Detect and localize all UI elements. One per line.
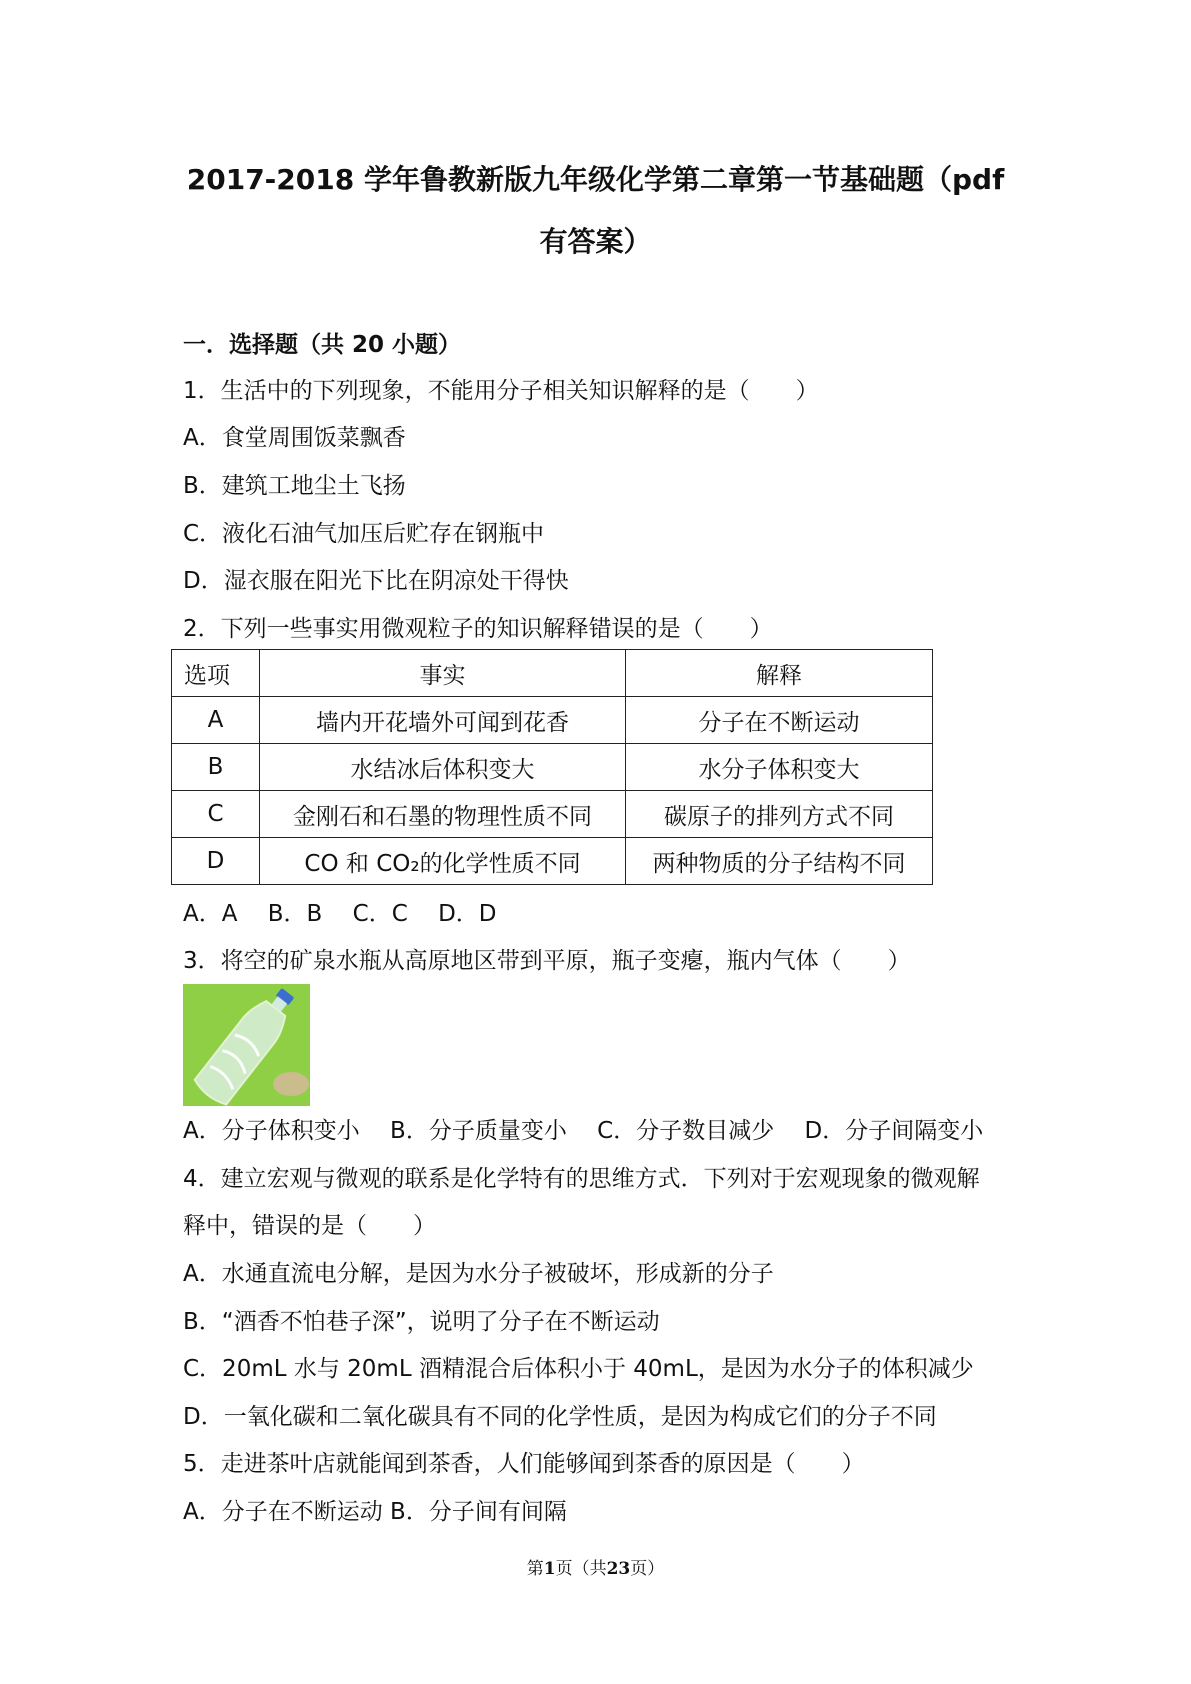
- table-cell: CO 和 CO₂的化学性质不同: [260, 838, 626, 885]
- plastic-bottle-icon: [183, 984, 310, 1106]
- q5-stem: 5．走进茶叶店就能闻到茶香，人们能够闻到茶香的原因是（ ）: [183, 1451, 865, 1477]
- footer-total-pages: 23: [606, 1559, 631, 1579]
- document-title-line1: 2017-2018 学年鲁教新版九年级化学第二章第一节基础题（pdf: [186, 163, 1005, 196]
- table-cell: D: [172, 838, 260, 885]
- q4-option-b: B．“酒香不怕巷子深”，说明了分子在不断运动: [183, 1309, 660, 1335]
- footer-suffix: 页）: [630, 1559, 665, 1579]
- q4-option-c: C．20mL 水与 20mL 酒精混合后体积小于 40mL，是因为水分子的体积减少: [183, 1356, 974, 1382]
- table-header-row: [172, 650, 933, 697]
- q4-option-d: D．一氧化碳和二氧化碳具有不同的化学性质，是因为构成它们的分子不同: [183, 1404, 937, 1430]
- q5-options: A．分子在不断运动 B．分子间有间隔: [183, 1499, 567, 1525]
- table-cell: 金刚石和石墨的物理性质不同: [260, 791, 626, 838]
- q3-stem: 3．将空的矿泉水瓶从高原地区带到平原，瓶子变瘪，瓶内气体（ ）: [183, 948, 911, 974]
- document-title-line2: 有答案）: [539, 225, 652, 258]
- q1-option-a: A．食堂周围饭菜飘香: [183, 425, 406, 451]
- page-footer: [0, 1554, 1191, 1579]
- q1-option-d: D．湿衣服在阳光下比在阴凉处干得快: [183, 568, 569, 594]
- q4-option-a: A．水通直流电分解，是因为水分子被破坏，形成新的分子: [183, 1261, 774, 1287]
- table-cell: 碳原子的排列方式不同: [626, 791, 933, 838]
- table-header-cell: 解释: [626, 650, 933, 697]
- table-cell: 水分子体积变大: [626, 744, 933, 791]
- table-row: [172, 697, 933, 744]
- table-row: [172, 791, 933, 838]
- table-cell: C: [172, 791, 260, 838]
- section-heading: 一．选择题（共 20 小题）: [183, 332, 462, 358]
- table-cell: 两种物质的分子结构不同: [626, 838, 933, 885]
- footer-prefix: 第: [526, 1559, 544, 1579]
- bottle-image: [183, 984, 310, 1106]
- table-cell: 墙内开花墙外可闻到花香: [260, 697, 626, 744]
- table-cell: 水结冰后体积变大: [260, 744, 626, 791]
- q1-option-b: B．建筑工地尘土飞扬: [183, 473, 406, 499]
- q3-options: A．分子体积变小 B．分子质量变小 C．分子数目减少 D．分子间隔变小: [183, 1118, 984, 1144]
- table-cell: 分子在不断运动: [626, 697, 933, 744]
- table-header-cell: 事实: [260, 650, 626, 697]
- q1-stem: 1．生活中的下列现象，不能用分子相关知识解释的是（ ）: [183, 378, 819, 404]
- q4-stem-line2: 释中，错误的是（ ）: [183, 1213, 436, 1239]
- table-cell: B: [172, 744, 260, 791]
- table-row: [172, 838, 933, 885]
- q2-table: [171, 649, 933, 885]
- footer-middle: 页（共: [555, 1559, 607, 1579]
- q2-options: A．A B．B C．C D．D: [183, 901, 497, 927]
- q1-option-c: C．液化石油气加压后贮存在钢瓶中: [183, 521, 545, 547]
- table-row: [172, 744, 933, 791]
- table-cell: A: [172, 697, 260, 744]
- q2-stem: 2．下列一些事实用微观粒子的知识解释错误的是（ ）: [183, 616, 773, 642]
- table-header-cell: 选项: [172, 650, 260, 697]
- footer-page-number: 1: [543, 1559, 556, 1579]
- q4-stem-line1: 4．建立宏观与微观的联系是化学特有的思维方式．下列对于宏观现象的微观解: [183, 1166, 980, 1192]
